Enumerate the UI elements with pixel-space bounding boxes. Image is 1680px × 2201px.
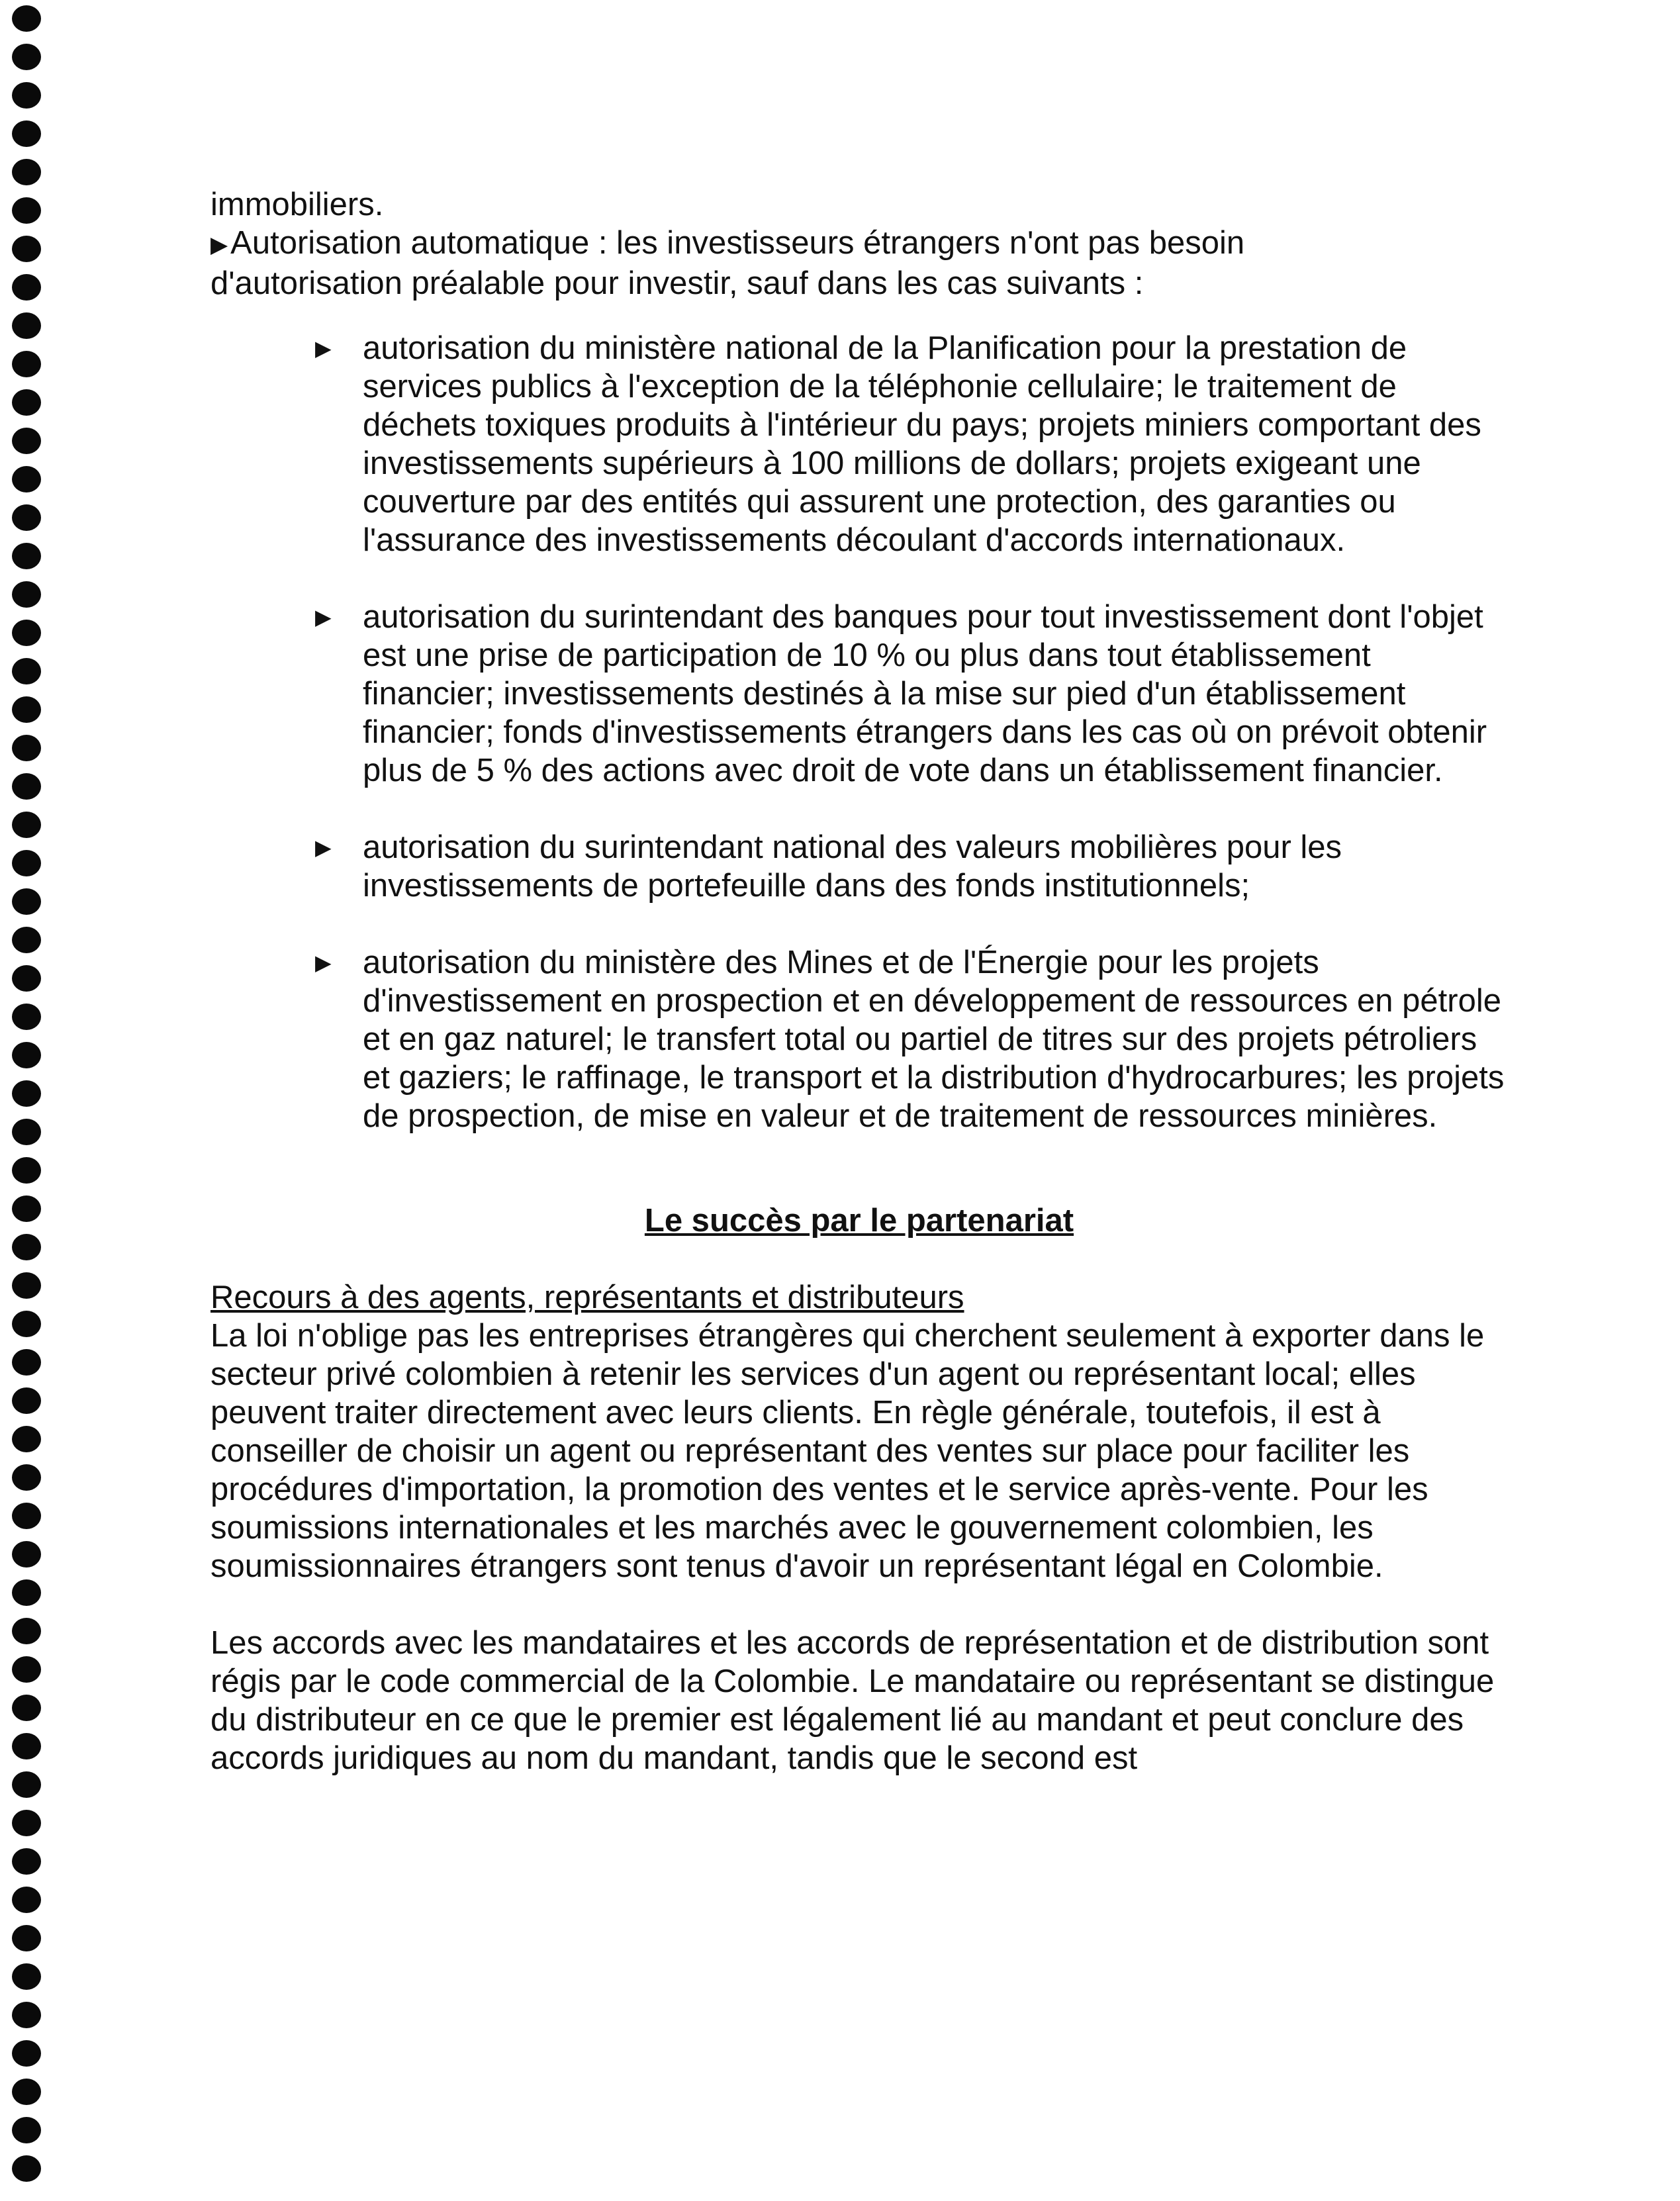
list-item-text: autorisation du surintendant des banques pour tout investissement dont l'objet est une prise de participation de 10 % ou plus dans tout établissement financier; investissements destinés à la mise sur pied d'un établissement financier; fonds d'investissements étrangers dans les cas où on prévoit obtenir plus de 5 % des actions avec droit de vote dans un établissement financier. [363, 599, 1487, 788]
binding-hole [12, 466, 41, 492]
triangle-bullet-icon: ▶ [210, 232, 228, 258]
binding-hole [12, 1004, 41, 1030]
binding-hole [12, 1311, 41, 1337]
binding-hole [12, 2155, 41, 2182]
body-paragraph: Les accords avec les mandataires et les accords de représentation et de distribution sont régis par le code commercial de la Colombie. Le mandataire ou représentant se distingue du distributeur en ce que le premier est légalement lié au mandant et peut conclure des accords juridiques au nom du mandant, tandis que le second est [210, 1625, 1495, 1776]
binding-hole [12, 812, 41, 838]
binding-hole [12, 236, 41, 262]
binding-hole [12, 120, 41, 147]
triangle-bullet-icon: ▶ [315, 336, 332, 360]
list-item [210, 943, 1508, 1135]
binding-hole [12, 773, 41, 800]
list-item [210, 828, 1508, 905]
list-item [210, 598, 1508, 790]
binding-hole [12, 1503, 41, 1529]
binding-hole [12, 1925, 41, 1951]
list-item [210, 329, 1508, 559]
auto-authorization-line-1: Autorisation automatique : les investisseurs étrangers n'ont pas besoin [230, 225, 1245, 261]
binding-hole [12, 274, 41, 301]
binding-hole [12, 197, 41, 224]
paragraph-spacer [210, 1585, 1508, 1624]
binding-hole [12, 1733, 41, 1759]
binding-hole [12, 1349, 41, 1376]
binding-hole [12, 1272, 41, 1299]
continuation-text: immobiliers. [210, 187, 384, 222]
binding-hole [12, 44, 41, 70]
binding-hole [12, 1426, 41, 1452]
binding-hole [12, 1810, 41, 1836]
binding-hole [12, 1119, 41, 1145]
document-page [210, 185, 1508, 1777]
section-title: Le succès par le partenariat [644, 1203, 1074, 1239]
binding-hole [12, 2079, 41, 2105]
binding-hole [12, 351, 41, 377]
binding-hole [12, 428, 41, 454]
binding-hole [12, 965, 41, 992]
binding-hole [12, 1887, 41, 1913]
binding-hole [12, 1963, 41, 1990]
list-item-text: autorisation du surintendant national des valeurs mobilières pour les investissements de portefeuille dans des fonds institutionnels; [363, 829, 1342, 904]
binding-hole [12, 1848, 41, 1875]
binding-hole [12, 312, 41, 339]
binding-hole [12, 2040, 41, 2067]
binding-hole [12, 1080, 41, 1107]
auto-authorization-paragraph [210, 224, 1508, 303]
binding-hole [12, 159, 41, 185]
authorization-list [210, 329, 1508, 1135]
triangle-bullet-icon: ▶ [315, 951, 332, 974]
binding-hole [12, 1195, 41, 1222]
auto-authorization-line-2: d'autorisation préalable pour investir, sauf dans les cas suivants : [210, 265, 1144, 301]
binding-hole [12, 1541, 41, 1568]
binding-hole [12, 5, 41, 32]
binding-hole [12, 1695, 41, 1721]
binding-hole [12, 82, 41, 109]
binding-hole [12, 696, 41, 723]
list-item-text: autorisation du ministère des Mines et de l'Énergie pour les projets d'investissement en prospection et en développement de ressources en pétrole et en gaz naturel; le transfert total ou partiel de titres sur des projets pétroliers et gaziers; le raffinage, le transport et la distribution d'hydrocarbures; les projets de prospection, de mise en valeur et de traitement de ressources minières. [363, 945, 1505, 1134]
binding-hole [12, 2117, 41, 2143]
binding-hole [12, 620, 41, 646]
binding-hole [12, 927, 41, 953]
subheading: Recours à des agents, représentants et distributeurs [210, 1280, 964, 1315]
binding-hole [12, 658, 41, 684]
binding-hole [12, 2002, 41, 2028]
binding-hole [12, 888, 41, 915]
binding-hole [12, 581, 41, 608]
list-item-text: autorisation du ministère national de la Planification pour la prestation de services publics à l'exception de la téléphonie cellulaire; le traitement de déchets toxiques produits à l'intérieur du pays; projets miniers comportant des investissements supérieurs à 100 millions de dollars; projets exigeant une couverture par des entités qui assurent une protection, des garanties ou l'assurance des investissements découlant d'accords internationaux. [363, 330, 1481, 558]
binding-hole [12, 1464, 41, 1491]
binding-hole [12, 1618, 41, 1644]
triangle-bullet-icon: ▶ [315, 605, 332, 629]
binding-hole [12, 850, 41, 876]
binding-hole [12, 1771, 41, 1798]
binding-hole [12, 504, 41, 531]
binding-hole [12, 735, 41, 761]
binding-hole [12, 1234, 41, 1260]
binding-hole [12, 543, 41, 569]
binding-hole [12, 1579, 41, 1606]
binding-hole [12, 1656, 41, 1683]
binding-hole [12, 1387, 41, 1414]
binding-holes [0, 0, 46, 2201]
triangle-bullet-icon: ▶ [315, 835, 332, 859]
binding-hole [12, 389, 41, 416]
binding-hole [12, 1042, 41, 1068]
body-paragraph: La loi n'oblige pas les entreprises étrangères qui cherchent seulement à exporter dans le secteur privé colombien à retenir les services d'un agent ou représentant local; elles peuvent traiter directement avec leurs clients. En règle générale, toutefois, il est à conseiller de choisir un agent ou représentant des ventes sur place pour faciliter les procédures d'importation, la promotion des ventes et le service après-vente. Pour les soumissions internationales et les marchés avec le gouvernement colombien, les soumissionnaires étrangers sont tenus d'avoir un représentant légal en Colombie. [210, 1318, 1485, 1584]
binding-hole [12, 1157, 41, 1184]
